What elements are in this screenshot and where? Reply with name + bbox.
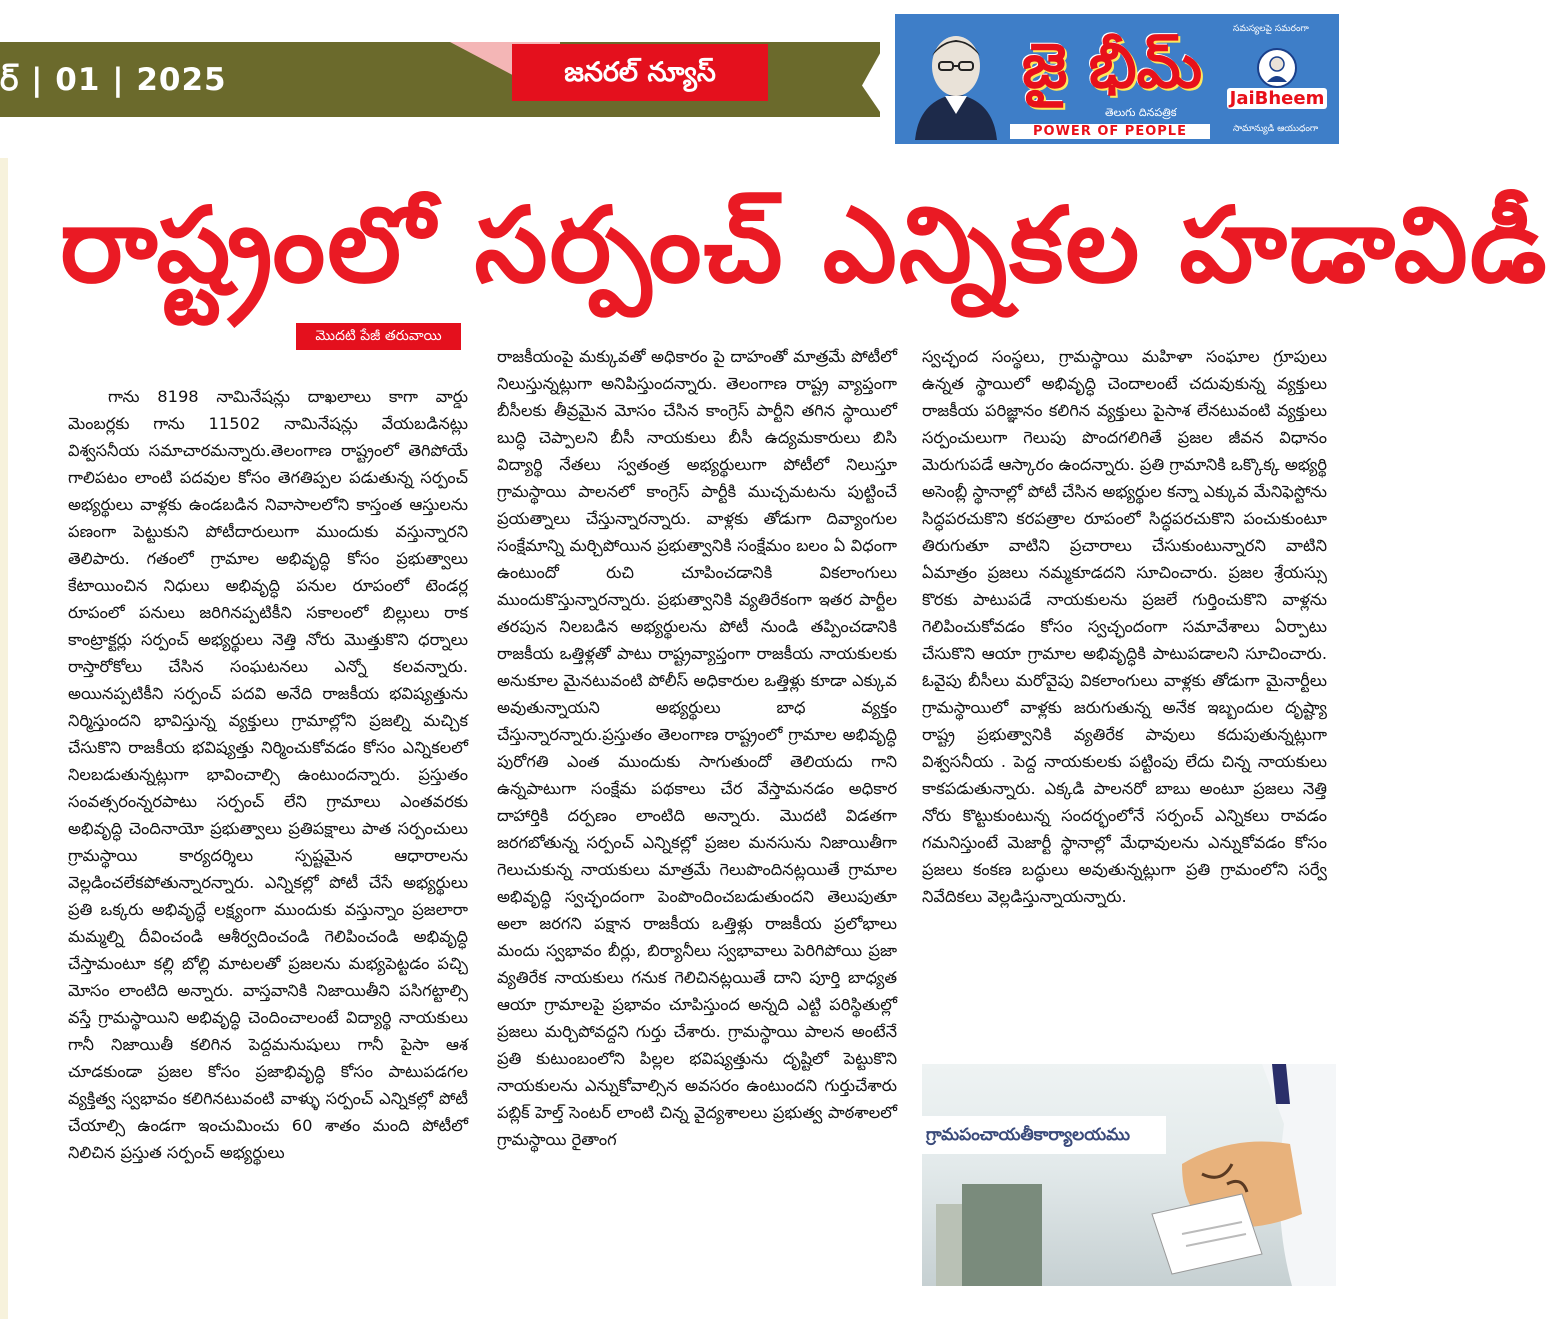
masthead-banner — [895, 14, 1339, 144]
article-column-3: స్వచ్ఛంద సంస్థలు, గ్రామస్థాయి మహిళా సంఘాల గ్రూపులు ఉన్నత స్థాయిలో అభివృద్ధి చెందాలంటే చదువుకున్న వ్యక్తులు రాజకీయ పరిజ్ఞానం కలిగిన వ్యక్తులు పైసాశ లేనటువంటి వ్యక్తులు సర్పంచులుగా గెలుపు పొందగలిగితే ప్రజల జీవన విధానం మెరుగుపడే ఆస్కారం ఉందన్నారు. ప్రతి గ్రామానికి ఒక్కొక్క అభ్యర్థి అసెంబ్లీ స్థానాల్లో పోటీ చేసిన అభ్యర్థుల కన్నా ఎక్కువ మేనిఫెస్టోను సిద్ధపరచుకొని కరపత్రాల రూపంలో సిద్ధపరచుకొని పంచుకుంటూ తిరుగుతూ వాటిని ప్రచారాలు చేసుకుంటున్నారని వాటిని ఏమాత్రం ప్రజలు నమ్మకూడదని సూచించారు. ప్రజల శ్రేయస్సు కొరకు పాటుపడే నాయకులను ప్రజలే గుర్తించుకొని వాళ్లను గెలిపించుకోవడం కోసం స్వచ్ఛందంగా సమావేశాలు ఏర్పాటు చేసుకొని ఆయా గ్రామాల అభివృద్ధికి పాటుపడాలని సూచించారు. ఓవైపు బీసీలు మరోవైపు వికలాంగులు వాళ్లకు తోడుగా మైనార్టీలు గ్రామస్థాయిలో వాళ్లకు జరుగుతున్న అనేక ఇబ్బందుల దృష్ట్యా రాష్ట్ర ప్రభుత్వానికి వ్యతిరేక పావులు కదుపుతున్నట్లుగా విశ్వసనీయ . పెద్ద నాయకులకు పట్టింపు లేదు చిన్న నాయకులు కాకపడుతున్నారు. ఎక్కడి పాలనరో బాబు అంటూ ప్రజలు నెత్తి నోరు కొట్టుకుంటున్న సందర్భంలోనే సర్పంచ్ ఎన్నికలు రావడం గమనిస్తుంటే మెజార్టీ స్థానాల్లో మేధావులను ఎన్నుకోవడం కోసం ప్రజలు కంకణ బద్ధులు అవుతున్నట్లుగా ప్రతి గ్రామంలోని సర్వే నివేదికలు వెల్లడిస్తున్నాయన్నారు. — [922, 347, 1327, 906]
masthead-tagline-top: సమస్యలపై సమరంగా — [1233, 24, 1309, 34]
masthead-subtitle: తెలుగు దినపత్రిక — [1105, 106, 1177, 119]
continued-from-label: మొదటి పేజీ తరువాయి — [296, 323, 461, 350]
photo-office-sign: గ్రామపంచాయతీకార్యాలయము — [922, 1116, 1166, 1154]
portrait-icon — [907, 22, 1005, 140]
section-label: జనరల్ న్యూస్ — [512, 44, 768, 101]
article-column-2: రాజకీయంపై మక్కువతో అధికారం పై దాహంతో మాత్రమే పోటీలో నిలుస్తున్నట్లుగా అనిపిస్తుందన్నారు. తెలంగాణ రాష్ట్ర వ్యాప్తంగా బీసీలకు తీవ్రమైన మోసం చేసిన కాంగ్రెస్ పార్టీని తగిన స్థాయిలో బుద్ధి చెప్పాలని బీసీ నాయకులు బీసీ ఉద్యమకారులు బిసి విద్యార్థి నేతలు స్వతంత్ర అభ్యర్థులుగా పోటీలో నిలుస్తూ గ్రామస్థాయి పాలనలో కాంగ్రెస్ పార్టీకి ముచ్చమటను పుట్టించే ప్రయత్నాలు చేస్తున్నారన్నారు. వాళ్లకు తోడుగా దివ్యాంగుల సంక్షేమాన్ని మర్చిపోయిన ప్రభుత్వానికి సంక్షేమం బలం ఏ విధంగా ఉంటుందో రుచి చూపించడానికి వికలాంగులు ముందుకొస్తున్నారన్నారు. ప్రభుత్వానికి వ్యతిరేకంగా ఇతర పార్టీల తరపున నిలబడిన అభ్యర్థులను పోటీ నుండి తప్పించడానికి రాజకీయ ఒత్తిళ్లతో పాటు రాష్ట్రవ్యాప్తంగా రాజకీయ నాయకులకు అనుకూల మైనటువంటి పోలీస్ అధికారుల ఒత్తిళ్లు కూడా ఎక్కువ అవుతున్నాయని అభ్యర్థులు బాధ వ్యక్తం చేస్తున్నారన్నారు.ప్రస్తుతం తెలంగాణ రాష్ట్రంలో గ్రామాల అభివృద్ధి పురోగతి ఎంత ముందుకు సాగుతుందో తెలియదు గాని ఉన్నపాటుగా సంక్షేమ పథకాలు చేర వేస్తామనడం అధికార దాహార్తికి దర్పణం లాంటిది అన్నారు. మొదటి విడతగా జరగబోతున్న సర్పంచ్ ఎన్నికల్లో ప్రజల మనసును నిజాయితీగా గెలుచుకున్న నాయకులు మాత్రమే గెలుపొందినట్లయితే గ్రామాల అభివృద్ధి స్వచ్ఛందంగా పెంపొందించబడుతుందని తెలుపుతూ అలా జరగని పక్షాన రాజకీయ ఒత్తిళ్లు రాజకీయ ప్రలోభాలు మందు స్వభావం బీర్లు, బిర్యానీలు స్వభావాలు పెరిగిపోయి ప్రజా వ్యతిరేక నాయకులు గనుక గెలిచినట్లయితే దాని పూర్తి బాధ్యత ఆయా గ్రామాలపై ప్రభావం చూపిస్తుంద అన్నది ఎట్టి పరిస్థితుల్లో ప్రజలు మర్చిపోవద్దని గుర్తు చేశారు. గ్రామస్థాయి పాలన అంటేనే ప్రతి కుటుంబంలోని పిల్లల భవిష్యత్తును దృష్టిలో పెట్టుకొని నాయకులను ఎన్నుకోవాల్సిన అవసరం ఉంటుందని గుర్తుచేశారు పబ్లిక్ హెల్త్ సెంటర్ లాంటి చిన్న వైద్యశాలలు ప్రభుత్వ పాఠశాలలో గ్రామస్థాయి రైతాంగ — [497, 347, 897, 1149]
article-headline: రాష్ట్రంలో సర్పంచ్ ఎన్నికల హడావిడీ — [60, 184, 1549, 306]
masthead-title: జై భీమ్ — [1021, 29, 1203, 102]
page-margin — [0, 158, 8, 1319]
issue-date: ర్ | 01 | 2025 — [0, 62, 227, 98]
ballot-hand-icon — [1172, 1064, 1336, 1286]
masthead-tagline-bottom: సామాన్యుడి ఆయుధంగా — [1233, 124, 1319, 134]
article-column-1: గాను 8198 నామినేషన్లు దాఖలాలు కాగా వార్డు మెంబర్లకు గాను 11502 నామినేషన్లు వేయబడినట్లు విశ్వసనీయ సమాచారమన్నారు.తెలంగాణ రాష్ట్రంలో తెగిపోయే గాలిపటం లాంటి పదవుల కోసం తెగతిప్పల పడుతున్న సర్పంచ్ అభ్యర్థులు వాళ్లకు ఉండబడిన నివాసాలలోని కాస్తంత ఆస్తులను పణంగా పెట్టుకుని పోటీదారులుగా ముందుకు వస్తున్నారని తెలిపారు. గతంలో గ్రామాల అభివృద్ధి కోసం ప్రభుత్వాలు కేటాయించిన నిధులు అభివృద్ధి పనుల రూపంలో టెండర్ల రూపంలో పనులు జరిగినప్పటికీని సకాలంలో బిల్లులు రాక కాంట్రాక్టర్లు సర్పంచ్ అభ్యర్థులు నెత్తి నోరు మొత్తుకొని ధర్నాలు రాస్తారోకోలు చేసిన సంఘటనలు ఎన్నో కలవన్నారు. అయినప్పటికీని సర్పంచ్ పదవి అనేది రాజకీయ భవిష్యత్తును నిర్మిస్తుందని భావిస్తున్న వ్యక్తులు గ్రామాల్లోని ప్రజల్ని మచ్చిక చేసుకొని రాజకీయ భవిష్యత్తు నిర్మించుకోవడం కోసం ఎన్నికలలో నిలబడుతున్నట్లుగా భావించాల్సి ఉంటుందన్నారు. ప్రస్తుతం సంవత్సరంన్నరపాటు సర్పంచ్ లేని గ్రామాలు ఎంతవరకు అభివృద్ధి చెందినాయో ప్రభుత్వాలు ప్రతిపక్షాలు పాత సర్పంచులు గ్రామస్థాయి కార్యదర్శిలు స్పష్టమైన ఆధారాలను వెల్లడించలేకపోతున్నారన్నారు. ఎన్నికల్లో పోటీ చేసే అభ్యర్థులు ప్రతి ఒక్కరు అభివృద్ధే లక్ష్యంగా ముందుకు వస్తున్నాం ప్రజలారా మమ్మల్ని దీవించండి ఆశీర్వదించండి గెలిపించండి అభివృద్ధి చేస్తామంటూ కల్లి బోల్లి మాటలతో ప్రజలను మభ్యపెట్టడం పచ్చి మోసం లాంటిది అన్నారు. వాస్తవానికి నిజాయితీని పసిగట్టాల్సి వస్తే గ్రామస్థాయిని అభివృద్ధి చెందించాలంటే విద్యార్థి నాయకులు గానీ నిజాయితీ కలిగిన పెద్దమనుషులు గానీ పైసా ఆశ చూడకుండా ప్రజల కోసం ప్రజాభివృద్ధి కోసం పాటుపడగల వ్యక్తిత్వ స్వభావం కలిగినటువంటి వాళ్ళు సర్పంచ్ ఎన్నికల్లో పోటీ చేయాల్సి ఉండగా ఇంచుమించు 60 శాతం మంది పోటీలో నిలిచిన ప్రస్తుత సర్పంచ్ అభ్యర్థులు — [68, 387, 468, 1162]
brand-logo-text: JaiBheem — [1227, 88, 1327, 109]
brand-logo-icon — [1257, 48, 1297, 88]
photo-doorway — [962, 1184, 1042, 1286]
masthead-slogan: POWER OF PEOPLE — [1010, 124, 1210, 139]
article-photo — [922, 1064, 1336, 1286]
